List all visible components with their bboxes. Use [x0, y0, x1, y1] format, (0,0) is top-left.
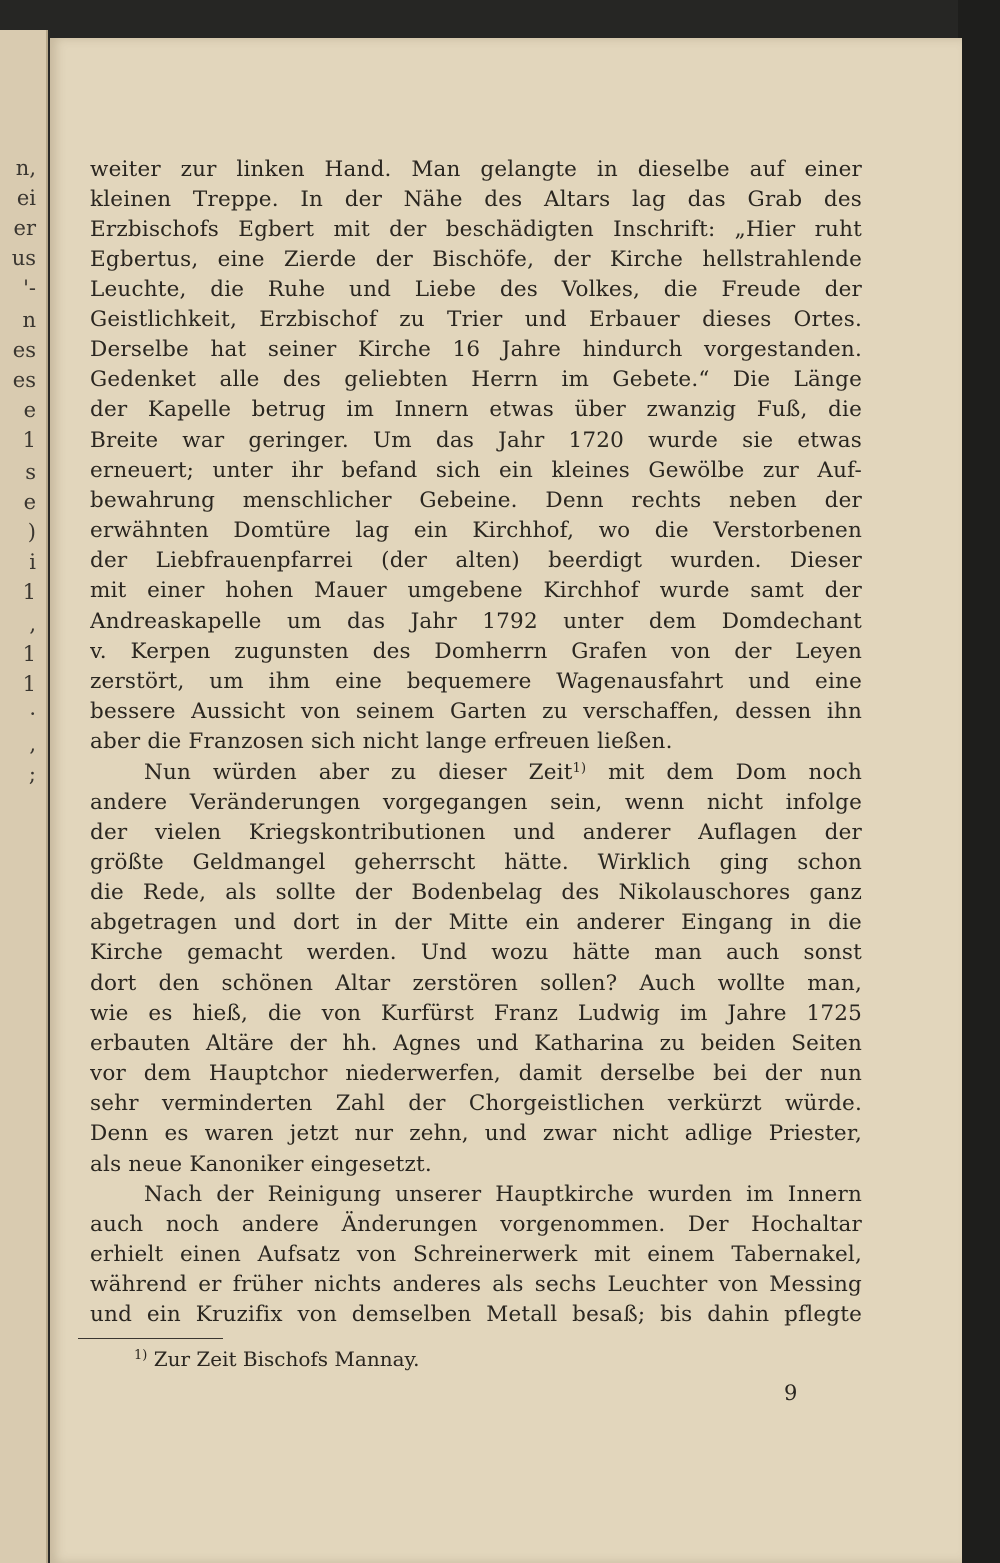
prev-page-fragment: es — [12, 338, 36, 362]
prev-page-fragment: s — [25, 460, 36, 484]
prev-page-fragment: 1 — [22, 672, 36, 696]
prev-page-fragment: · — [29, 702, 36, 726]
footnote-separator — [78, 1338, 223, 1339]
text-line: Kirche gemacht werden. Und wozu hätte man auch sonst — [90, 940, 862, 965]
text-line: erwähnten Domtüre lag ein Kirchhof, wo die Verstorbenen — [90, 518, 862, 543]
text-line: Nach der Reinigung unserer Hauptkirche wurden im Innern — [144, 1182, 862, 1207]
text-line: aber die Franzosen sich nicht lange erfreuen ließen. — [90, 729, 673, 754]
text-line: erbauten Altäre der hh. Agnes und Katharina zu beiden Seiten — [90, 1031, 862, 1056]
text-line: sehr verminderten Zahl der Chorgeistlichen verkürzt würde. — [90, 1091, 862, 1116]
text-line: bessere Aussicht von seinem Garten zu verschaffen, dessen ihn — [90, 699, 862, 724]
text-line-with-footnote — [144, 759, 862, 787]
text-line: Derselbe hat seiner Kirche 16 Jahre hindurch vorgestanden. — [90, 337, 862, 362]
text-line: auch noch andere Änderungen vorgenommen. Der Hochaltar — [90, 1212, 862, 1237]
text-segment: mit dem Dom noch — [586, 760, 862, 785]
text-line: Andreaskapelle um das Jahr 1792 unter dem Domdechant — [90, 609, 862, 634]
prev-page-fragment: n, — [15, 156, 36, 180]
prev-page-fragment: n — [22, 308, 36, 332]
text-line: Breite war geringer. Um das Jahr 1720 wurde sie etwas — [90, 428, 862, 453]
text-line: während er früher nichts anderes als sechs Leuchter von Messing — [90, 1272, 862, 1297]
prev-page-fragment: us — [11, 246, 36, 270]
prev-page-fragment: e — [23, 490, 36, 514]
text-line: der vielen Kriegskontributionen und anderer Auflagen der — [90, 820, 862, 845]
prev-page-fragment: e — [23, 398, 36, 422]
prev-page-fragment: , — [29, 732, 36, 756]
text-line: weiter zur linken Hand. Man gelangte in dieselbe auf einer — [90, 157, 862, 182]
text-line: der Liebfrauenpfarrei (der alten) beerdigt wurden. Dieser — [90, 548, 862, 573]
previous-page-edge — [0, 30, 48, 1563]
text-line: vor dem Hauptchor niederwerfen, damit derselbe bei der nun — [90, 1061, 862, 1086]
book-page — [50, 38, 962, 1563]
footnote-reference: 1) — [572, 761, 587, 776]
prev-page-fragment: es — [12, 368, 36, 392]
scan-background-right — [958, 0, 1000, 1563]
text-line: kleinen Treppe. In der Nähe des Altars lag das Grab des — [90, 187, 862, 212]
text-line: dort den schönen Altar zerstören sollen? Auch wollte man, — [90, 971, 862, 996]
text-segment: Nun würden aber zu dieser Zeit — [144, 760, 573, 785]
text-line: Denn es waren jetzt nur zehn, und zwar nicht adlige Priester, — [90, 1121, 862, 1146]
footnote-text: Zur Zeit Bischofs Mannay. — [147, 1347, 420, 1371]
text-line: erneuert; unter ihr befand sich ein kleines Gewölbe zur Auf- — [90, 458, 862, 483]
footnote — [134, 1345, 420, 1373]
prev-page-fragment: , — [29, 612, 36, 636]
page-number: 9 — [784, 1381, 798, 1405]
prev-page-fragment: i — [29, 550, 36, 574]
text-line: bewahrung menschlicher Gebeine. Denn rechts neben der — [90, 488, 862, 513]
text-line: v. Kerpen zugunsten des Domherrn Grafen von der Leyen — [90, 639, 862, 664]
prev-page-fragment: '- — [23, 276, 36, 300]
text-line: erhielt einen Aufsatz von Schreinerwerk mit einem Tabernakel, — [90, 1242, 862, 1267]
text-line: als neue Kanoniker eingesetzt. — [90, 1152, 432, 1177]
prev-page-fragment: 1 — [22, 580, 36, 604]
text-line: und ein Kruzifix von demselben Metall besaß; bis dahin pflegte — [90, 1302, 862, 1327]
footnote-marker: 1) — [134, 1348, 148, 1363]
text-line: größte Geldmangel geherrscht hätte. Wirklich ging schon — [90, 850, 862, 875]
prev-page-fragment: ei — [16, 186, 36, 210]
text-line: Egbertus, eine Zierde der Bischöfe, der Kirche hellstrahlende — [90, 247, 862, 272]
prev-page-fragment: 1 — [22, 428, 36, 452]
text-line: Leuchte, die Ruhe und Liebe des Volkes, die Freude der — [90, 277, 862, 302]
scan-background-top — [0, 0, 1000, 40]
text-line: abgetragen und dort in der Mitte ein anderer Eingang in die — [90, 910, 862, 935]
text-line: mit einer hohen Mauer umgebene Kirchhof wurde samt der — [90, 578, 862, 603]
text-line: Gedenket alle des geliebten Herrn im Gebete.“ Die Länge — [90, 367, 862, 392]
prev-page-fragment: 1 — [22, 642, 36, 666]
text-line: andere Veränderungen vorgegangen sein, wenn nicht infolge — [90, 790, 862, 815]
text-line: Geistlichkeit, Erzbischof zu Trier und Erbauer dieses Ortes. — [90, 307, 862, 332]
text-line: die Rede, als sollte der Bodenbelag des Nikolauschores ganz — [90, 880, 862, 905]
prev-page-fragment: er — [13, 216, 36, 240]
text-line: zerstört, um ihm eine bequemere Wagenausfahrt und eine — [90, 669, 862, 694]
prev-page-fragment: ; — [28, 762, 36, 786]
text-line: wie es hieß, die von Kurfürst Franz Ludwig im Jahre 1725 — [90, 1001, 862, 1026]
prev-page-fragment: ) — [27, 520, 36, 544]
text-line: Erzbischofs Egbert mit der beschädigten Inschrift: „Hier ruht — [90, 217, 862, 242]
text-line: der Kapelle betrug im Innern etwas über zwanzig Fuß, die — [90, 397, 862, 422]
